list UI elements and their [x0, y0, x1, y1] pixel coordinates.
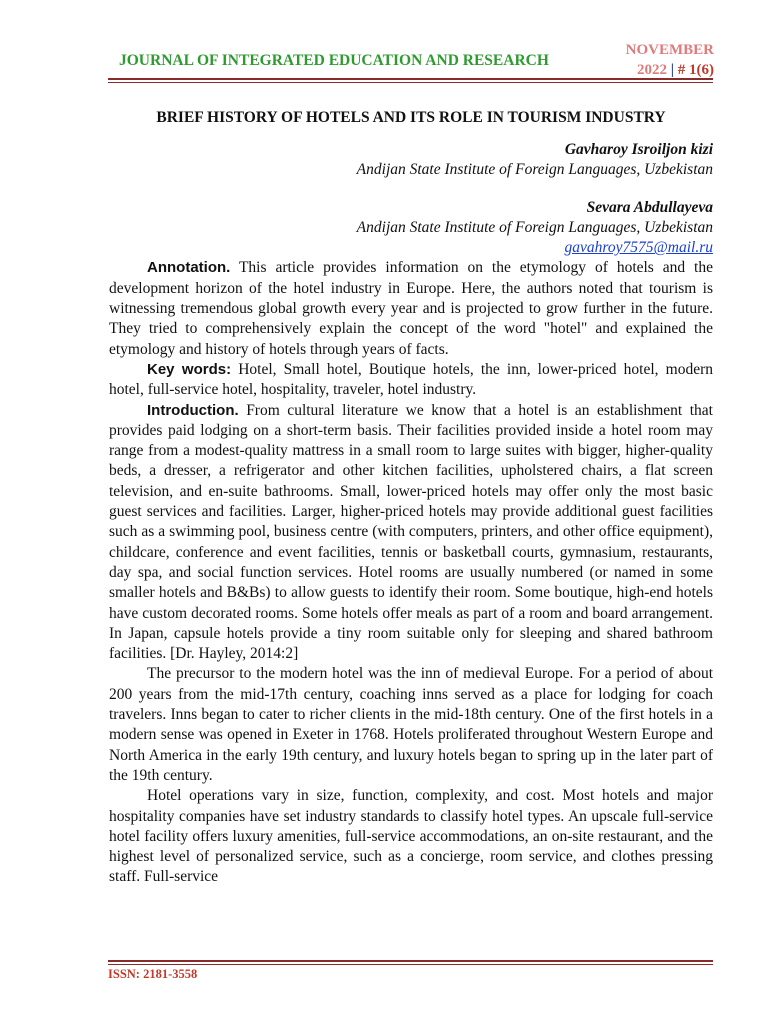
issue-year-line [626, 60, 714, 80]
issue-info [626, 40, 714, 80]
header-rule [108, 78, 713, 83]
author-affiliation: Andijan State Institute of Foreign Languages, Uzbekistan [356, 218, 713, 236]
author-2 [109, 198, 713, 259]
issue-number: # 1(6) [677, 62, 714, 78]
author-affiliation: Andijan State Institute of Foreign Languages, Uzbekistan [356, 161, 713, 179]
article-body [109, 108, 713, 888]
keywords-label: Key words: [147, 360, 232, 378]
body-paragraph: The precursor to the modern hotel was the inn of medieval Europe. For a period of about 200 years from the mid-17th century, coaching inns served as a place for lodging for coach travelers. Inns began to cater to richer clients in the mid-18th century. One of the first hotels in a modern sense was opened in Exeter in 1768. Hotels proliferated throughout Western Europe and North America in the early 19th century, and luxury hotels began to spring up in the later part of the 19th century. [109, 665, 713, 784]
annotation-text: This article provides information on the etymology of hotels and the development horizon of the hotel industry in Europe. Here, the authors noted that tourism is witnessing tremendous global growth every year and is projected to grow further in the future. They tried to comprehensively explain the concept of the word "hotel" and explained the etymology and history of hotels through years of facts. [109, 259, 713, 358]
annotation-paragraph [109, 258, 713, 359]
journal-title: JOURNAL OF INTEGRATED EDUCATION AND RESEARCH [119, 52, 549, 69]
issue-month: NOVEMBER [625, 42, 714, 58]
introduction-label: Introduction. [147, 401, 239, 419]
article-title: BRIEF HISTORY OF HOTELS AND ITS ROLE IN TOURISM INDUSTRY [156, 109, 666, 126]
introduction-text: From cultural literature we know that a hotel is an establishment that provides paid lodging on a short-term basis. Their facilities provided inside a hotel room may range from a modest-quality mattress in a small room to large suites with bigger, higher-quality beds, a dresser, a refrigerator and other kitchen facilities, upholstered chairs, a flat screen television, and en-suite bathrooms. Small, lower-priced hotels may offer only the most basic guest services and facilities. Larger, higher-priced hotels may provide additional guest facilities such as a swimming pool, business centre (with computers, printers, and other office equipment), childcare, conference and event facilities, tennis or basketball courts, gymnasium, restaurants, day spa, and social function services. Hotel rooms are usually numbered (or named in some smaller hotels and B&Bs) to allow guests to identify their room. Some boutique, high-end hotels have custom decorated rooms. Some hotels offer meals as part of a room and board arrangement. In Japan, capsule hotels provide a tiny room suitable only for sleeping and shared bathroom facilities. [Dr. Hayley, 2014:2] [109, 401, 713, 663]
issue-separator: | [670, 62, 674, 78]
annotation-label: Annotation. [147, 259, 231, 277]
author-email-link[interactable]: gavahroy7575@mail.ru [564, 239, 713, 257]
author-name: Gavharoy Isroiljon kizi [564, 141, 713, 158]
author-1 [109, 140, 713, 181]
introduction-paragraph [109, 401, 713, 665]
keywords-paragraph [109, 360, 713, 401]
footer-rule [108, 960, 713, 965]
body-paragraph: Hotel operations vary in size, function, complexity, and cost. Most hotels and major hospitality companies have set industry standards to classify hotel types. An upscale full-service hotel facility offers luxury amenities, full-service accommodations, an on-site restaurant, and the highest level of personalized service, such as a concierge, room service, and clothes pressing staff. Full-service [109, 787, 713, 886]
footer-issn: ISSN: 2181-3558 [108, 967, 198, 981]
keywords-text: Hotel, Small hotel, Boutique hotels, the inn, lower-priced hotel, modern hotel, full-service hotel, hospitality, traveler, hotel industry. [109, 360, 713, 399]
author-name: Sevara Abdullayeva [586, 198, 713, 216]
issue-year: 2022 [636, 62, 667, 78]
